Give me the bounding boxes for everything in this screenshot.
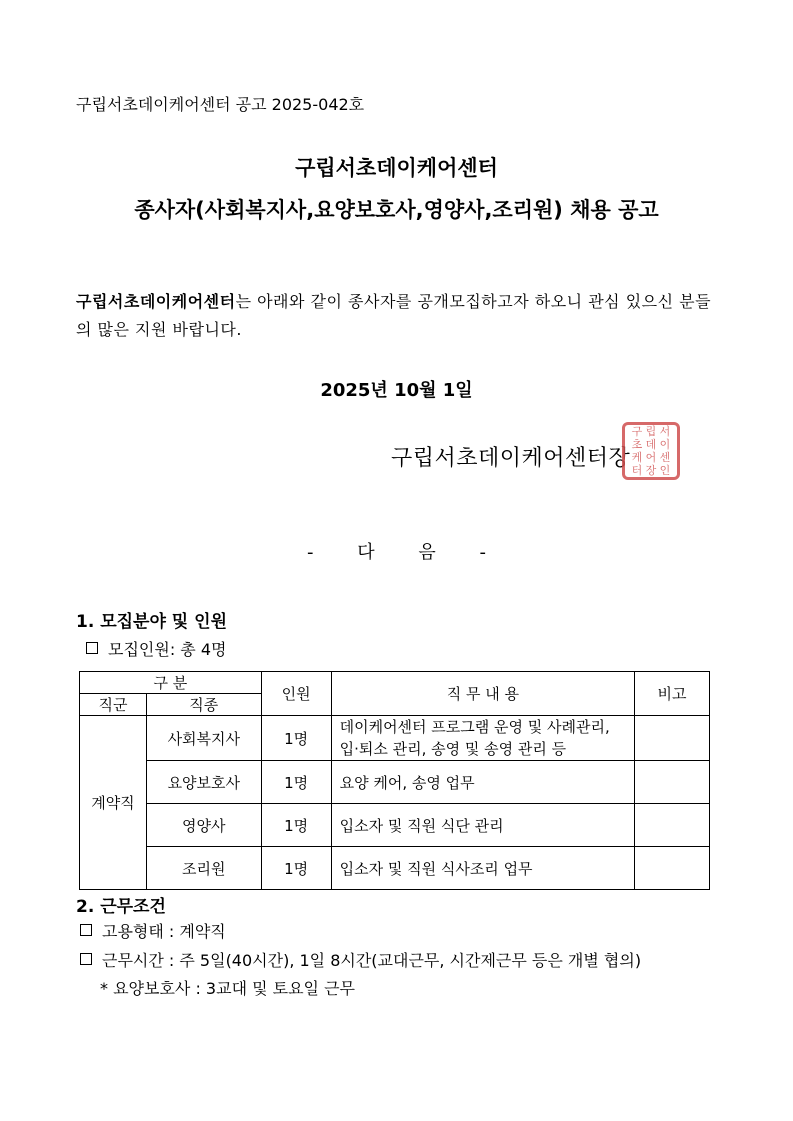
group-cell: 계약직 (80, 716, 147, 890)
note-cell (635, 804, 710, 847)
note-cell (635, 761, 710, 804)
section1-sub-text: 모집인원: 총 4명 (108, 640, 227, 659)
header-duty: 직 무 내 용 (331, 672, 634, 716)
duty-line: 데이케어센터 프로그램 운영 및 사례관리, (339, 718, 610, 736)
header-col-group: 직군 (80, 694, 147, 716)
table-row (80, 761, 710, 804)
type-cell: 영양사 (146, 804, 261, 847)
duty-cell: 요양 케어, 송영 업무 (331, 761, 634, 804)
section2-heading: 2. 근무조건 (76, 897, 166, 917)
page-title: 구립서초데이케어센터 (295, 156, 498, 180)
intro-paragraph (76, 288, 716, 344)
table-row (80, 716, 710, 761)
checkbox-icon (80, 924, 92, 936)
signer-name: 구립서초데이케어센터장 (391, 446, 631, 471)
type-cell: 사회복지사 (146, 716, 261, 761)
type-cell: 조리원 (146, 847, 261, 890)
header-note: 비고 (635, 672, 710, 716)
notice-number: 구립서초데이케어센터 공고 2025-042호 (76, 95, 365, 114)
note-cell (635, 847, 710, 890)
count-cell: 1명 (261, 804, 331, 847)
checkbox-icon (80, 953, 92, 965)
recruitment-table (79, 671, 710, 890)
table-row (80, 847, 710, 890)
condition-item (80, 948, 641, 971)
page-subtitle: 종사자(사회복지사,요양보호사,영양사,조리원) 채용 공고 (134, 198, 659, 222)
duty-line: 입·퇴소 관리, 송영 및 송영 관리 등 (339, 740, 567, 758)
table-row (80, 804, 710, 847)
note-cell (635, 716, 710, 761)
intro-text: 는 아래와 같이 종사자를 공개모집하고자 하오니 관심 있으신 분들의 많은 지원 바랍니다. (76, 292, 712, 339)
notice-date: 2025년 10월 1일 (320, 380, 473, 401)
intro-org: 구립서초데이케어센터 (76, 292, 236, 311)
condition-item (80, 919, 226, 942)
next-heading: - 다 음 - (307, 542, 486, 563)
duty-cell: 입소자 및 직원 식단 관리 (331, 804, 634, 847)
condition-note: * 요양보호사 : 3교대 및 토요일 근무 (100, 979, 356, 998)
duty-cell: 입소자 및 직원 식사조리 업무 (331, 847, 634, 890)
condition-text: 근무시간 : 주 5일(40시간), 1일 8시간(교대근무, 시간제근무 등은 개별 협의) (102, 951, 642, 970)
section1-heading: 1. 모집분야 및 인원 (76, 612, 227, 632)
official-seal: 구 립 서 초 데 이 케 어 센 터 장 인 (622, 422, 680, 480)
type-cell: 요양보호사 (146, 761, 261, 804)
header-group: 구 분 (80, 672, 262, 694)
checkbox-icon (86, 642, 98, 654)
condition-text: 고용형태 : 계약직 (102, 922, 226, 941)
section1-sub (86, 637, 226, 660)
duty-cell (331, 716, 634, 761)
header-count: 인원 (261, 672, 331, 716)
count-cell: 1명 (261, 716, 331, 761)
count-cell: 1명 (261, 847, 331, 890)
count-cell: 1명 (261, 761, 331, 804)
header-col-type: 직종 (146, 694, 261, 716)
